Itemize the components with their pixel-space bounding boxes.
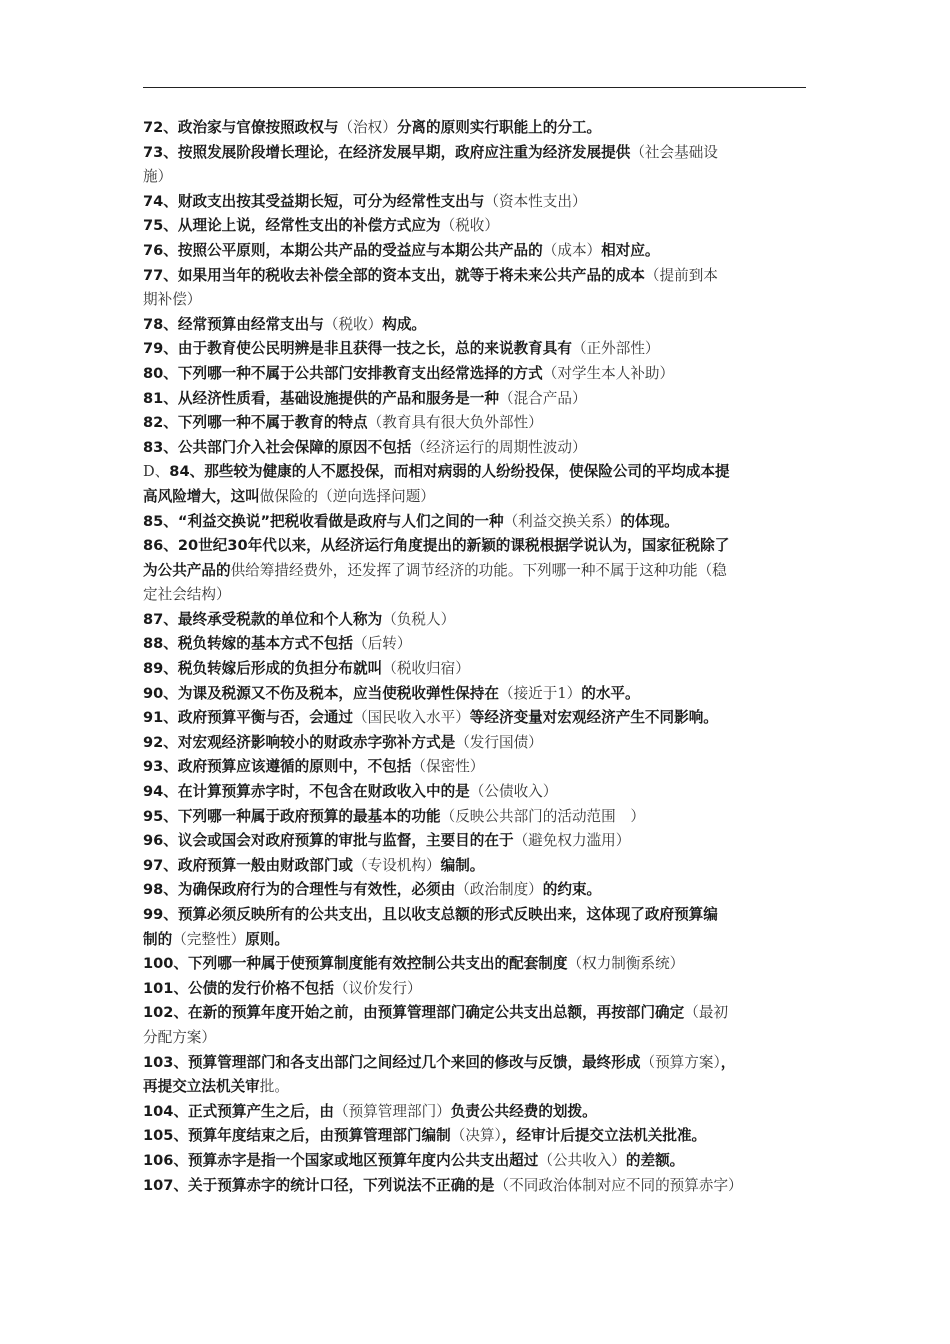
answer-text: （公债收入） [469, 783, 558, 801]
text-line [143, 1001, 808, 1026]
header-rule [143, 87, 806, 88]
question-text: 85、“利益交换说”把税收看做是政府与人们之间的一种 [143, 512, 504, 530]
question-text: 94、在计算预算赤字时，不包含在财政收入中的是 [143, 783, 470, 801]
question-text: 98、为确保政府行为的合理性与有效性，必须由 [143, 881, 456, 899]
question-text: ，经审计后提交立法机关批准。 [501, 1127, 707, 1145]
answer-text: （教育具有很大负外部性） [367, 414, 543, 432]
text-line [143, 1075, 808, 1100]
question-text: 83、公共部门介入社会保障的原因不包括 [143, 438, 412, 456]
answer-text: （税收） [440, 217, 499, 235]
question-text: 分离的原则实行职能上的分工。 [396, 119, 602, 136]
answer-text: （正外部性） [571, 340, 660, 358]
question-text: 102、在新的预算年度开始之前，由预算管理部门确定公共支出总额，再按部门确定 [143, 1004, 685, 1022]
text-line [143, 239, 808, 264]
answer-text: （预算方案） [640, 1053, 721, 1071]
text-line [143, 141, 808, 166]
question-text: 的水平。 [581, 684, 640, 702]
question-text: 96、议会或国会对政府预算的审批与监督，主要目的在于 [143, 832, 514, 850]
question-text: 95、下列哪一种属于政府预算的最基本的功能 [143, 807, 441, 825]
text-line [143, 903, 808, 928]
question-text: 105、预算年度结束之后，由预算管理部门编制 [143, 1127, 451, 1145]
text-line [143, 190, 808, 215]
answer-text: （提前到本 [644, 266, 718, 284]
answer-text: （社会基础设 [630, 143, 718, 161]
answer-text: （对学生本人补助） [542, 364, 675, 382]
question-text: 79、由于教育使公民明辨是非且获得一技之长，总的来说教育具有 [143, 340, 572, 358]
question-text: 82、下列哪一种不属于教育的特点 [143, 414, 368, 432]
question-text: 84、那些较为健康的人不愿投保，而相对病弱的人纷纷投保，使保险公司的平均成本提 [169, 463, 730, 481]
text-line [143, 288, 808, 313]
answer-text: （避免权力滥用） [513, 832, 631, 850]
question-text: 75、从理论上说，经常性支出的补偿方式应为 [143, 217, 441, 235]
text-line [143, 559, 808, 584]
question-text: 89、税负转嫁后形成的负担分布就叫 [143, 660, 383, 678]
text-line [143, 928, 808, 953]
answer-text: （混合产品） [498, 389, 587, 407]
answer-text: （后转） [353, 635, 412, 653]
text-line [143, 755, 808, 780]
text-line [143, 706, 808, 731]
question-text: 101、公债的发行价格不包括 [143, 979, 334, 997]
question-text: 104、正式预算产生之后，由 [143, 1102, 334, 1120]
answer-text: （国民收入水平） [353, 709, 470, 727]
text-line [143, 878, 808, 903]
answer-text: （决算） [450, 1127, 502, 1145]
question-text: 91、政府预算平衡与否，会通过 [143, 709, 354, 727]
question-text: 负责公共经费的划拨。 [450, 1102, 597, 1120]
question-text: 99、预算必须反映所有的公共支出，且以收支总额的形式反映出来，这体现了政府预算编 [143, 906, 718, 923]
text-line [143, 952, 808, 977]
answer-text: （议价发行） [334, 979, 422, 997]
question-text: 为公共产品的 [143, 561, 231, 579]
answer-text: 批。 [259, 1078, 289, 1096]
question-text: 100、下列哪一种属于使预算制度能有效控制公共支出的配套制度 [143, 955, 568, 973]
question-text: 72、政治家与官僚按照政权与 [143, 119, 339, 136]
text-line [143, 780, 808, 805]
question-text: 相对应。 [601, 241, 660, 259]
question-text: 81、从经济性质看，基础设施提供的产品和服务是一种 [143, 389, 499, 407]
text-line [143, 1149, 808, 1174]
answer-text: 施） [143, 168, 173, 186]
question-text: 103、预算管理部门和各支出部门之间经过几个来回的修改与反馈，最终形成 [143, 1053, 641, 1071]
answer-text: （权力制衡系统） [567, 955, 685, 973]
answer-text: D、 [143, 463, 170, 481]
answer-text: （发行国债） [455, 733, 543, 751]
answer-text: 期补偿） [143, 291, 202, 309]
answer-text: （税收归宿） [382, 660, 470, 678]
question-list [143, 116, 808, 1198]
text-line [143, 387, 808, 412]
question-text: 107、关于预算赤字的统计口径，下列说法不正确的是 [143, 1176, 495, 1194]
answer-text: （保密性） [411, 758, 485, 776]
question-text: 等经济变量对宏观经济产生不同影响。 [469, 709, 718, 727]
answer-text: （完整性） [172, 930, 246, 948]
answer-text: 做保险的（逆向选择问题） [259, 487, 435, 505]
question-text: 73、按照发展阶段增长理论，在经济发展早期，政府应注重为经济发展提供 [143, 143, 631, 161]
text-line [143, 264, 808, 289]
answer-text: （预算管理部门） [334, 1102, 451, 1120]
answer-text: （利益交换关系） [503, 512, 621, 530]
text-line [143, 436, 808, 461]
question-text: 92、对宏观经济影响较小的财政赤字弥补方式是 [143, 733, 456, 751]
question-text: 编制。 [440, 856, 485, 874]
answer-text: （税收） [323, 315, 383, 333]
text-line [143, 682, 808, 707]
question-text: 80、下列哪一种不属于公共部门安排教育支出经常选择的方式 [143, 364, 543, 382]
question-text: 86、20世纪30年代以来，从经济运行角度提出的新颖的课税根据学说认为，国家征税除了 [143, 537, 730, 555]
question-text: 的差额。 [625, 1151, 685, 1169]
question-text: 原则。 [245, 930, 289, 948]
text-line [143, 362, 808, 387]
text-line [143, 485, 808, 510]
answer-text: 分配方案） [143, 1028, 216, 1046]
answer-text: （专设机构） [353, 856, 441, 874]
question-text: 106、预算赤字是指一个国家或地区预算年度内公共支出超过 [143, 1151, 539, 1169]
question-text: 90、为课及税源又不伤及税本，应当使税收弹性保持在 [143, 684, 499, 702]
answer-text: （成本） [542, 241, 602, 259]
text-line [143, 460, 808, 485]
text-line [143, 632, 808, 657]
text-line [143, 116, 808, 141]
text-line [143, 165, 808, 190]
answer-text: （治权） [338, 119, 397, 136]
answer-text: （最初 [684, 1004, 729, 1022]
question-text: 制的 [143, 930, 173, 948]
question-text: 76、按照公平原则，本期公共产品的受益应与本期公共产品的 [143, 241, 543, 259]
text-line [143, 214, 808, 239]
question-text: 93、政府预算应该遵循的原则中，不包括 [143, 758, 412, 776]
question-text: 的体现。 [620, 512, 679, 530]
question-text: 构成。 [382, 315, 427, 333]
text-line [143, 1051, 808, 1076]
text-line [143, 854, 808, 879]
question-text: 高风险增大，这叫 [143, 487, 260, 505]
answer-text: （接近于1） [498, 684, 582, 702]
text-line [143, 1124, 808, 1149]
answer-text: （政治制度） [455, 881, 543, 899]
answer-text: （公共收入） [538, 1151, 626, 1169]
text-line [143, 337, 808, 362]
text-line [143, 829, 808, 854]
text-line [143, 534, 808, 559]
text-line [143, 411, 808, 436]
question-text: ， [720, 1053, 736, 1071]
text-line [143, 1174, 808, 1199]
text-line [143, 805, 808, 830]
answer-text: 供给筹措经费外，还发挥了调节经济的功能。下列哪一种不属于这种功能（稳 [230, 561, 727, 579]
text-line [143, 583, 808, 608]
text-line [143, 657, 808, 682]
text-line [143, 1026, 808, 1051]
text-line [143, 977, 808, 1002]
text-line [143, 510, 808, 535]
answer-text: 定社会结构） [143, 586, 231, 604]
question-text: 78、经常预算由经常支出与 [143, 315, 324, 333]
text-line [143, 608, 808, 633]
answer-text: （不同政治体制对应不同的预算赤字） [494, 1176, 743, 1194]
answer-text: （反映公共部门的活动范围 ） [440, 807, 645, 825]
question-text: 再提交立法机关审 [143, 1078, 260, 1096]
text-line [143, 313, 808, 338]
text-line [143, 1100, 808, 1125]
question-text: 74、财政支出按其受益期长短，可分为经常性支出与 [143, 192, 485, 210]
answer-text: （负税人） [382, 610, 456, 628]
question-text: 77、如果用当年的税收去补偿全部的资本支出，就等于将未来公共产品的成本 [143, 266, 645, 284]
answer-text: （资本性支出） [484, 192, 587, 210]
question-text: 的约束。 [542, 881, 602, 899]
question-text: 88、税负转嫁的基本方式不包括 [143, 635, 354, 653]
question-text: 87、最终承受税款的单位和个人称为 [143, 610, 383, 628]
question-text: 97、政府预算一般由财政部门或 [143, 856, 354, 874]
text-line [143, 731, 808, 756]
answer-text: （经济运行的周期性波动） [411, 438, 587, 456]
